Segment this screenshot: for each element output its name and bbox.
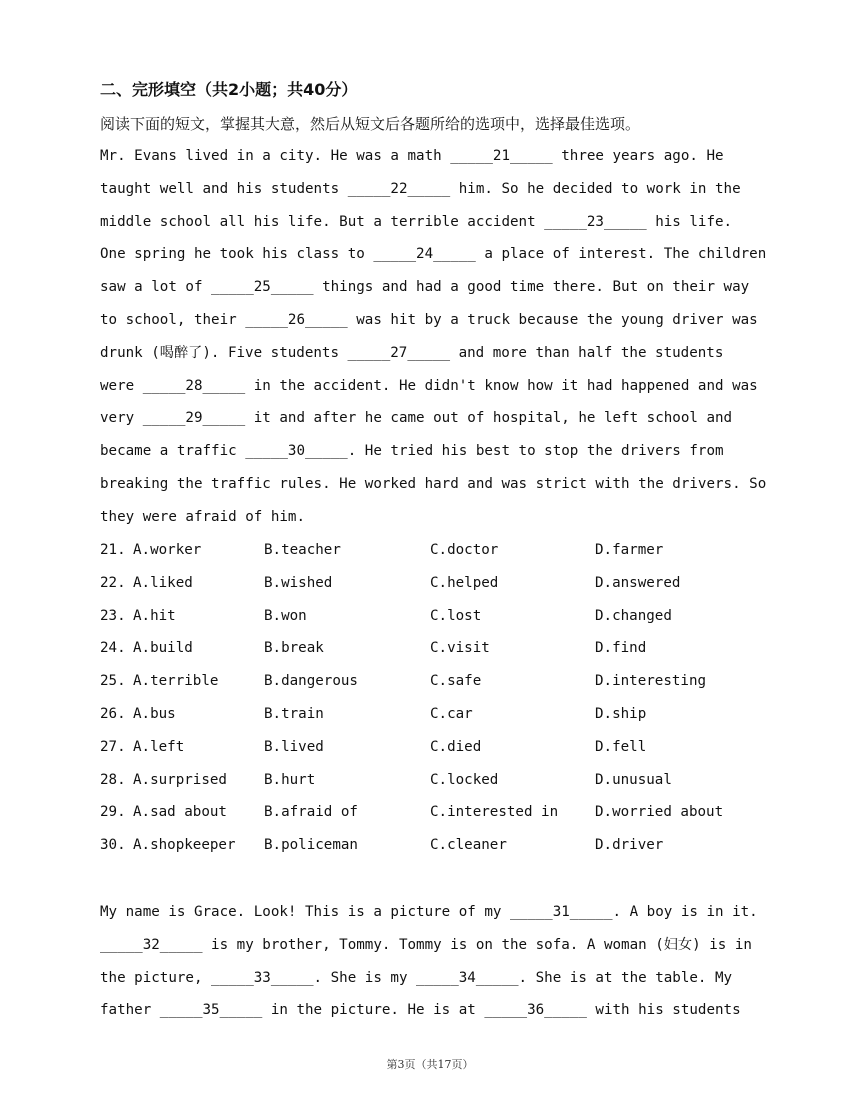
question-row — [100, 764, 780, 797]
passage-line: drunk (喝醉了). Five students _____27_____ and more than half the students — [100, 344, 724, 361]
option-d: D.find — [595, 640, 647, 657]
option-a: A.surprised — [133, 771, 227, 788]
question-number: 22. — [100, 574, 126, 591]
question-number: 27. — [100, 738, 126, 755]
option-a: A.liked — [133, 574, 193, 591]
option-d: D.ship — [595, 705, 647, 722]
passage-line: the picture, _____33_____. She is my _____34_____. She is at the table. My — [100, 969, 733, 986]
passage-line: taught well and his students _____22_____ him. So he decided to work in the — [100, 180, 741, 197]
option-a: A.terrible — [133, 673, 219, 690]
option-d: D.farmer — [595, 542, 664, 558]
question-number: 28. — [100, 771, 126, 788]
question-number: 24. — [100, 640, 126, 657]
option-c: C.doctor — [430, 542, 499, 558]
option-c: C.cleaner — [430, 837, 507, 854]
question-options — [100, 534, 780, 862]
passage-line: father _____35_____ in the picture. He is at _____36_____ with his students — [100, 1002, 741, 1019]
option-a: A.worker — [133, 542, 202, 558]
option-b: B.break — [264, 640, 324, 657]
section-heading: 二、完形填空（共2小题；共40分） — [100, 80, 358, 99]
option-b: B.policeman — [264, 837, 358, 854]
option-b: B.won — [264, 607, 307, 624]
passage-line: saw a lot of _____25_____ things and had a good time there. But on their way — [100, 279, 750, 296]
option-c: C.interested in — [430, 804, 559, 821]
option-c: C.car — [430, 705, 473, 722]
option-d: D.interesting — [595, 673, 707, 690]
passage-line: My name is Grace. Look! This is a picture of my _____31_____. A boy is in it. — [100, 904, 758, 920]
passage-line: to school, their _____26_____ was hit by a truck because the young driver was — [100, 311, 758, 328]
question-row — [100, 600, 780, 633]
question-number: 30. — [100, 837, 126, 854]
option-b: B.dangerous — [264, 673, 358, 690]
passage-2 — [100, 896, 765, 1027]
option-c: C.locked — [430, 771, 499, 788]
question-row — [100, 829, 780, 862]
passage-line: middle school all his life. But a terrible accident _____23_____ his life. — [100, 213, 733, 230]
option-a: A.bus — [133, 705, 176, 722]
question-row — [100, 698, 780, 731]
section-instruction: 阅读下面的短文，掌握其大意，然后从短文后各题所给的选项中，选择最佳选项。 — [100, 115, 641, 133]
option-c: C.visit — [430, 640, 490, 657]
option-a: A.build — [133, 640, 193, 657]
option-a: A.shopkeeper — [133, 837, 236, 854]
passage-line: very _____29_____ it and after he came out of hospital, he left school and — [100, 410, 733, 427]
passage-line: One spring he took his class to _____24_____ a place of interest. The children — [100, 246, 767, 263]
passage-line: breaking the traffic rules. He worked hard and was strict with the drivers. So — [100, 475, 767, 492]
question-number: 21. — [100, 542, 126, 558]
option-c: C.helped — [430, 574, 499, 591]
question-number: 23. — [100, 607, 126, 624]
option-d: D.worried about — [595, 804, 724, 821]
question-row — [100, 534, 780, 567]
option-a: A.sad about — [133, 804, 227, 821]
passage-1 — [100, 140, 765, 534]
option-d: D.changed — [595, 607, 672, 624]
question-number: 29. — [100, 804, 126, 821]
option-c: C.died — [430, 738, 482, 755]
question-row — [100, 731, 780, 764]
question-row — [100, 796, 780, 829]
option-b: B.wished — [264, 574, 333, 591]
page-footer: 第3页（共17页） — [386, 1058, 474, 1071]
option-d: D.fell — [595, 738, 647, 755]
option-b: B.afraid of — [264, 804, 358, 821]
option-a: A.left — [133, 738, 185, 755]
question-row — [100, 567, 780, 600]
passage-line: they were afraid of him. — [100, 508, 305, 525]
option-a: A.hit — [133, 607, 176, 624]
passage-line: became a traffic _____30_____. He tried his best to stop the drivers from — [100, 443, 724, 460]
question-number: 26. — [100, 705, 126, 722]
option-d: D.unusual — [595, 771, 672, 788]
option-c: C.safe — [430, 673, 482, 690]
option-b: B.teacher — [264, 542, 341, 558]
option-d: D.driver — [595, 837, 664, 854]
option-d: D.answered — [595, 574, 681, 591]
passage-line: Mr. Evans lived in a city. He was a math _____21_____ three years ago. He — [100, 148, 724, 164]
passage-line: _____32_____ is my brother, Tommy. Tommy is on the sofa. A woman (妇女) is in — [100, 936, 752, 953]
passage-line: were _____28_____ in the accident. He didn't know how it had happened and was — [100, 377, 758, 394]
option-b: B.lived — [264, 738, 324, 755]
option-b: B.train — [264, 705, 324, 722]
question-row — [100, 632, 780, 665]
option-c: C.lost — [430, 607, 482, 624]
question-row — [100, 665, 780, 698]
option-b: B.hurt — [264, 771, 316, 788]
question-number: 25. — [100, 673, 126, 690]
